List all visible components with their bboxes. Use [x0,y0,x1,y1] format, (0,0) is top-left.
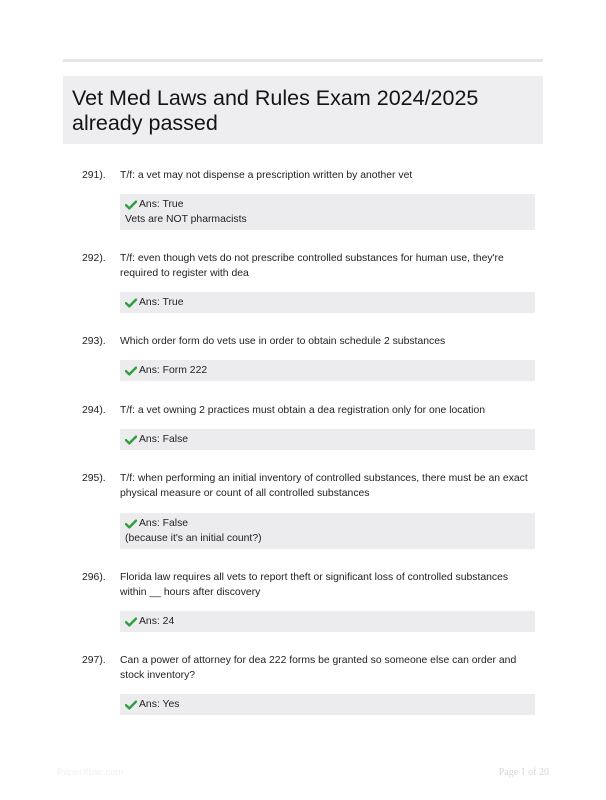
answer-box [120,360,535,381]
page-number: Page 1 of 20 [498,767,549,778]
answer-text: Ans: False [139,518,189,529]
top-divider [63,59,543,62]
answer-box [120,194,535,230]
question-text: T/f: when performing an initial inventory of controlled substances, there must be an exact physical measure or count of all controlled substances [120,473,528,499]
question-number: 292). [82,253,106,264]
answer-note: (because it's an initial count?) [125,533,262,544]
question-text: Can a power of attorney for dea 222 forms be granted so someone else can order and stock inventory? [120,655,517,681]
question-text: T/f: even though vets do not prescribe controlled substances for human use, they're required to register with dea [120,253,504,279]
question-number: 295). [82,473,106,484]
check-icon [125,366,137,376]
check-icon [125,298,137,308]
answer-text: Ans: Form 222 [139,365,208,376]
answer-box [120,429,535,450]
question-number: 291). [82,170,106,181]
question-text: T/f: a vet owning 2 practices must obtain a dea registration only for one location [120,405,486,416]
check-icon [125,617,137,627]
title-banner [63,76,543,144]
question-number: 297). [82,655,106,666]
answer-text: Ans: Yes [139,699,180,710]
answer-text: Ans: True [139,297,184,308]
check-icon [125,519,137,529]
question-number: 294). [82,405,106,416]
question-number: 296). [82,572,106,583]
answer-box [120,292,535,313]
answer-box [120,611,535,632]
question-text: Florida law requires all vets to report theft or significant loss of controlled substances within __ hours after discovery [120,572,509,598]
check-icon [125,200,137,210]
answer-text: Ans: 24 [139,616,175,627]
answer-text: Ans: True [139,199,184,210]
answer-box [120,694,535,715]
answer-note: Vets are NOT pharmacists [125,214,247,225]
answer-text: Ans: False [139,434,189,445]
check-icon [125,435,137,445]
question-text: Which order form do vets use in order to obtain schedule 2 substances [120,336,446,347]
footer-watermark: PaperXblic.com [57,767,124,778]
question-number: 293). [82,336,106,347]
question-text: T/f: a vet may not dispense a prescription written by another vet [120,170,413,181]
document-title: Vet Med Laws and Rules Exam 2024/2025 already passed [72,86,479,135]
answer-box [120,513,535,549]
check-icon [125,700,137,710]
